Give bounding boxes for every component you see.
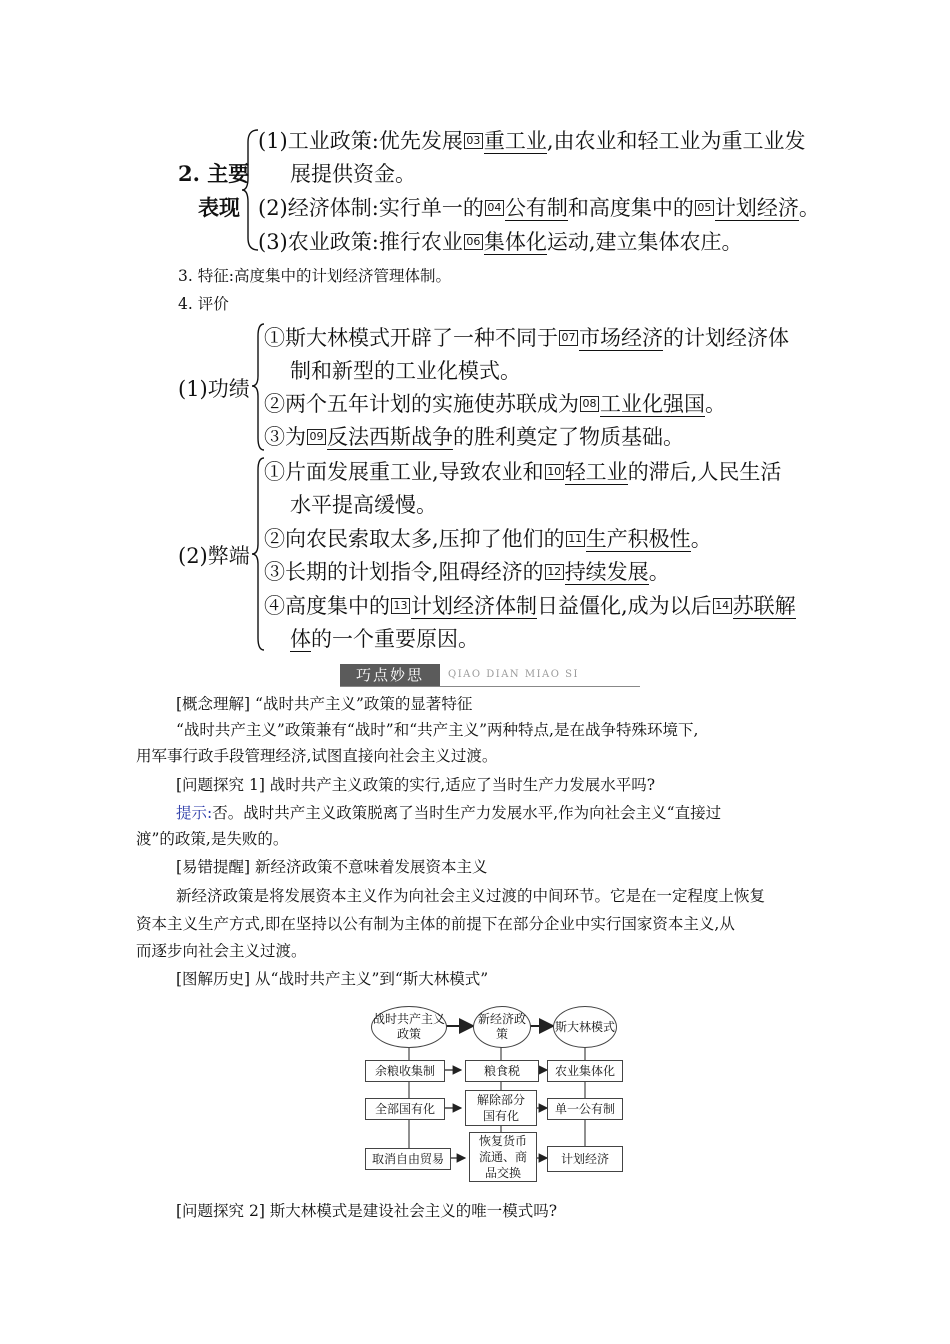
mistake-body-line2: 资本主义生产方式,即在坚持以公有制为主体的前提下在部分企业中实行国家资本主义,从 — [136, 915, 735, 933]
banner-subtitle: QIAO DIAN MIAO SI — [448, 669, 579, 680]
drawback-item1-cont: 水平提高缓慢。 — [290, 493, 437, 517]
banner-title: 巧点妙思 — [340, 664, 440, 686]
concept-body-line1: “战时共产主义”政策兼有“战时”和“共产主义”两种特点,是在战争特殊环境下, — [176, 721, 699, 739]
drawback-item3: ③长期的计划指令,阻碍经济的 12 持续发展。 — [264, 560, 670, 584]
achievement-item3: ③为 09 反法西斯战争的胜利奠定了物质基础。 — [264, 425, 684, 449]
section2-item3: (3)农业政策:推行农业 06 集体化运动,建立集体农庄。 — [258, 230, 743, 254]
achievement-item1: ①斯大林模式开辟了一种不同于 07 市场经济的计划经济体 — [264, 326, 789, 350]
answer-08: 工业化强国 — [600, 392, 705, 416]
answer-12: 持续发展 — [564, 560, 649, 584]
answer-number-11: 11 — [566, 531, 585, 547]
answer-number-03: 03 — [464, 133, 483, 149]
hint-line1: 提示:否。战时共产主义政策脱离了当时生产力发展水平,作为向社会主义“直接过 — [176, 804, 722, 822]
answer-03: 重工业 — [483, 129, 547, 153]
answer-number-04: 04 — [485, 200, 504, 216]
section2-item2: (2)经济体制:实行单一的 04 公有制和高度集中的 05 计划经济。 — [258, 196, 820, 220]
drawback-item1: ①片面发展重工业,导致农业和 10 轻工业的滞后,人民生活 — [264, 460, 782, 484]
flow-diagram — [363, 1002, 628, 1184]
diagram-col1-row1: 余粮收集制 — [365, 1060, 445, 1082]
answer-09: 反法西斯战争 — [327, 425, 453, 449]
hint-line2: 渡”的政策,是失败的。 — [136, 830, 289, 848]
section2-item1: (1)工业政策:优先发展 03 重工业,由农业和轻工业为重工业发 — [258, 129, 806, 153]
answer-11: 生产积极性 — [585, 527, 691, 551]
diagram-col3-row2: 单一公有制 — [547, 1098, 623, 1120]
question-1: [问题探究 1] 战时共产主义政策的实行,适应了当时生产力发展水平吗? — [176, 776, 656, 794]
question-2: [问题探究 2] 斯大林模式是建设社会主义的唯一模式吗? — [176, 1202, 558, 1220]
answer-number-05: 05 — [695, 200, 714, 216]
diagram-col1-row3: 取消自由贸易 — [365, 1148, 451, 1170]
answer-number-09: 09 — [307, 429, 326, 445]
banner-rule — [340, 686, 640, 687]
section2-label-line1: 2. 主要 — [178, 161, 250, 186]
hint-label: 提示: — [176, 804, 213, 822]
section3-feature: 3. 特征:高度集中的计划经济管理体制。 — [178, 267, 451, 285]
diagram-col3-row1: 农业集体化 — [547, 1060, 623, 1082]
concept-body-line2: 用军事行政手段管理经济,试图直接向社会主义过渡。 — [136, 747, 498, 765]
answer-06: 集体化 — [483, 230, 547, 254]
mistake-body-line1: 新经济政策是将发展资本主义作为向社会主义过渡的中间环节。它是在一定程度上恢复 — [176, 887, 766, 905]
answer-07: 市场经济 — [579, 326, 663, 350]
diagram-title: [图解历史] 从“战时共产主义”到“斯大林模式” — [176, 970, 489, 988]
drawbacks-label: (2)弊端 — [178, 544, 250, 568]
section2-item1-cont: 展提供资金。 — [290, 162, 416, 186]
diagram-col1-row2: 全部国有化 — [365, 1098, 445, 1120]
diagram-col2-row2: 解除部分国有化 — [465, 1090, 537, 1126]
concept-title: [概念理解] “战时共产主义”政策的显著特征 — [176, 695, 473, 713]
answer-number-10: 10 — [545, 464, 564, 480]
achievement-item1-cont: 制和新型的工业化模式。 — [290, 359, 521, 383]
diagram-head-stalin-model: 斯大林模式 — [553, 1006, 617, 1048]
diagram-col2-row3: 恢复货币流通、商品交换 — [469, 1132, 537, 1182]
drawback-item4: ④高度集中的 13 计划经济体制日益僵化,成为以后 14 苏联解 — [264, 594, 796, 618]
mistake-body-line3: 而逐步向社会主义过渡。 — [136, 942, 307, 960]
drawback-item4-cont: 体的一个重要原因。 — [290, 627, 479, 651]
answer-number-13: 13 — [391, 598, 410, 614]
answer-04: 公有制 — [504, 196, 568, 220]
diagram-col2-row1: 粮食税 — [465, 1060, 539, 1082]
answer-number-06: 06 — [464, 234, 483, 250]
answer-10: 轻工业 — [564, 460, 628, 484]
drawback-item2: ②向农民索取太多,压抑了他们的 11 生产积极性。 — [264, 527, 712, 551]
mistake-title: [易错提醒] 新经济政策不意味着发展资本主义 — [176, 858, 488, 876]
answer-13: 计划经济体制 — [411, 594, 537, 618]
answer-14-cont: 体 — [290, 627, 311, 651]
diagram-head-war-communism: 战时共产主义政策 — [371, 1006, 447, 1048]
answer-number-14: 14 — [713, 598, 732, 614]
answer-number-07: 07 — [559, 330, 578, 346]
achievement-item2: ②两个五年计划的实施使苏联成为 08 工业化强国。 — [264, 392, 726, 416]
diagram-col3-row3: 计划经济 — [547, 1146, 623, 1172]
answer-05: 计划经济 — [714, 196, 799, 220]
answer-number-12: 12 — [545, 564, 564, 580]
answer-number-08: 08 — [580, 396, 599, 412]
section4-title: 4. 评价 — [178, 295, 229, 313]
section2-label-line2: 表现 — [198, 195, 240, 220]
achievements-label: (1)功绩 — [178, 377, 250, 401]
answer-14: 苏联解 — [732, 594, 796, 618]
diagram-head-nep: 新经济政策 — [473, 1006, 531, 1048]
